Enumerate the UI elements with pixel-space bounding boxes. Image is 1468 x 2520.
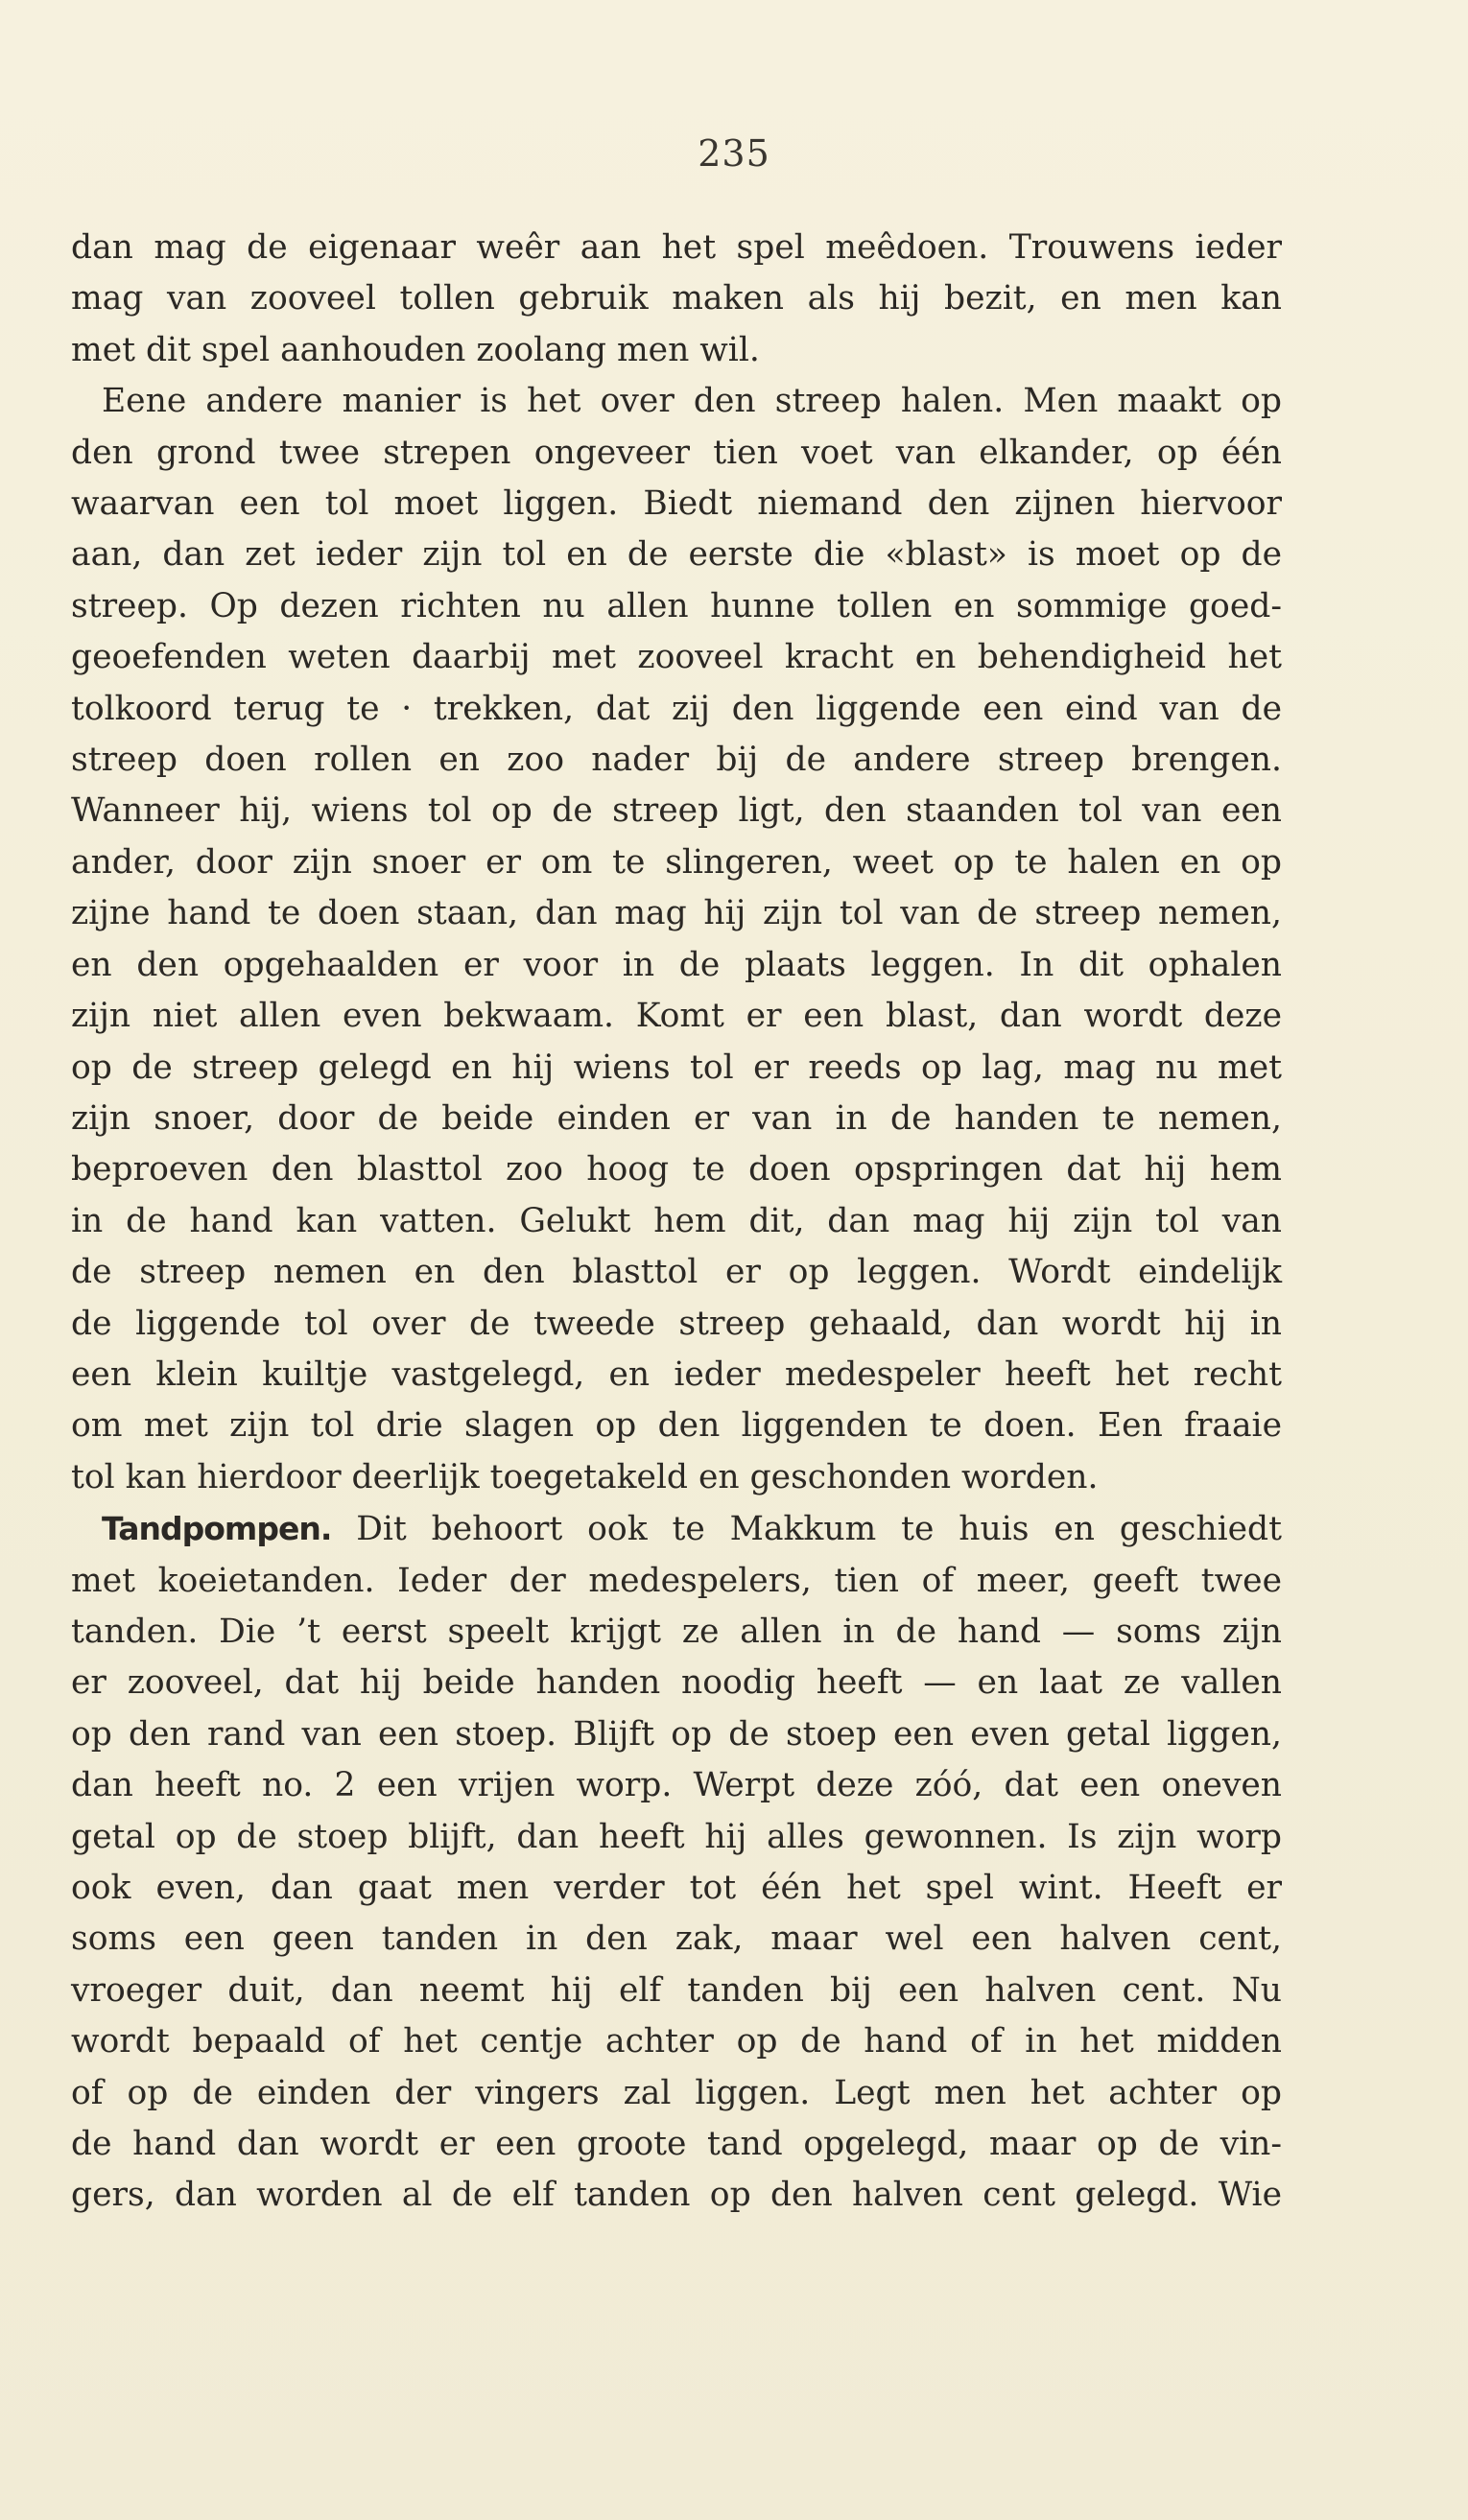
text-line: ander, door zijn snoer er om te slingeren, weet op te halen en op: [71, 842, 1282, 882]
paragraph-3: [71, 1503, 1282, 2222]
text-line: tanden. Die ’t eerst speelt krijgt ze allen in de hand — soms zijn: [71, 1612, 1282, 1651]
body-text: [71, 223, 1282, 2222]
text-line: een klein kuiltje vastgelegd, en ieder medespeler heeft het recht: [71, 1354, 1282, 1394]
text-line: en den opgehaalden er voor in de plaats leggen. In dit ophalen: [71, 945, 1282, 984]
text-line: met koeietanden. Ieder der medespelers, tien of meer, geeft twee: [71, 1561, 1282, 1600]
text-line: ook even, dan gaat men verder tot één het spel wint. Heeft er: [71, 1869, 1282, 1907]
text-line: dan heeft no. 2 een vrijen worp. Werpt deze zóó, dat een oneven: [71, 1766, 1282, 1805]
text-line: de hand dan wordt er een groote tand opgelegd, maar op de vin-: [71, 2125, 1282, 2164]
text-line: de liggende tol over de tweede streep gehaald, dan wordt hij in: [71, 1304, 1282, 1343]
text-line: dan mag de eigenaar weêr aan het spel meêdoen. Trouwens ieder: [71, 228, 1282, 267]
text-fragment: Dit behoort ook te Makkum te huis en geschiedt: [331, 1510, 1282, 1549]
text-line: tolkoord terug te · trekken, dat zij den liggende een eind van de: [71, 689, 1282, 728]
text-line: Eene andere manier is het over den streep halen. Men maakt op: [102, 382, 1282, 421]
text-line: Wanneer hij, wiens tol op de streep ligt, den staanden tol van een: [71, 791, 1282, 831]
text-line: getal op de stoep blijft, dan heeft hij alles gewonnen. Is zijn worp: [71, 1817, 1282, 1856]
text-line: wordt bepaald of het centje achter op de hand of in het midden: [71, 2022, 1282, 2061]
text-line: geoefenden weten daarbij met zooveel kracht en behendigheid het: [71, 638, 1282, 677]
text-line: beproeven den blasttol zoo hoog te doen opspringen dat hij hem: [71, 1150, 1282, 1189]
text-line: mag van zooveel tollen gebruik maken als hij bezit, en men kan: [71, 279, 1282, 318]
text-line: zijn snoer, door de beide einden er van in de handen te nemen,: [71, 1098, 1282, 1138]
text-line: of op de einden der vingers zal liggen. Legt men het achter op: [71, 2073, 1282, 2112]
text-line: streep. Op dezen richten nu allen hunne tollen en sommige goed-: [71, 586, 1282, 625]
text-line: aan, dan zet ieder zijn tol en de eerste die «blast» is moet op de: [71, 535, 1282, 575]
paragraph-1: [71, 223, 1282, 376]
text-line: vroeger duit, dan neemt hij elf tanden bij een halven cent. Nu: [71, 1970, 1282, 2010]
text-line: zijne hand te doen staan, dan mag hij zijn tol van de streep nemen,: [71, 894, 1282, 933]
text-line: er zooveel, dat hij beide handen noodig heeft — en laat ze vallen: [71, 1663, 1282, 1703]
text-line: zijn niet allen even bekwaam. Komt er een blast, dan wordt deze: [71, 997, 1282, 1036]
text-line: om met zijn tol drie slagen op den liggenden te doen. Een fraaie: [71, 1406, 1282, 1446]
text-line: soms een geen tanden in den zak, maar wel een halven cent,: [71, 1919, 1282, 1959]
text-line: waarvan een tol moet liggen. Biedt niemand den zijnen hiervoor: [71, 484, 1282, 524]
text-line: de streep nemen en den blasttol er op leggen. Wordt eindelijk: [71, 1253, 1282, 1292]
text-line: in de hand kan vatten. Gelukt hem dit, dan mag hij zijn tol van: [71, 1201, 1282, 1240]
text-line: streep doen rollen en zoo nader bij de andere streep brengen.: [71, 741, 1282, 780]
text-line: den grond twee strepen ongeveer tien voet van elkander, op één: [71, 433, 1282, 472]
paragraph-2: [71, 376, 1282, 1503]
text-line: op den rand van een stoep. Blijft op de stoep een even getal liggen,: [71, 1714, 1282, 1754]
text-line: op de streep gelegd en hij wiens tol er reeds op lag, mag nu met: [71, 1048, 1282, 1087]
page-number: 235: [698, 132, 770, 175]
text-line: gers, dan worden al de elf tanden op den halven cent gelegd. Wie: [71, 2176, 1282, 2215]
text-line: tol kan hierdoor deerlijk toegetakeld en geschonden worden.: [71, 1457, 1099, 1496]
section-heading: Tandpompen.: [102, 1510, 332, 1548]
text-line: met dit spel aanhouden zoolang men wil.: [71, 330, 760, 369]
text-line: [71, 1503, 1282, 1555]
